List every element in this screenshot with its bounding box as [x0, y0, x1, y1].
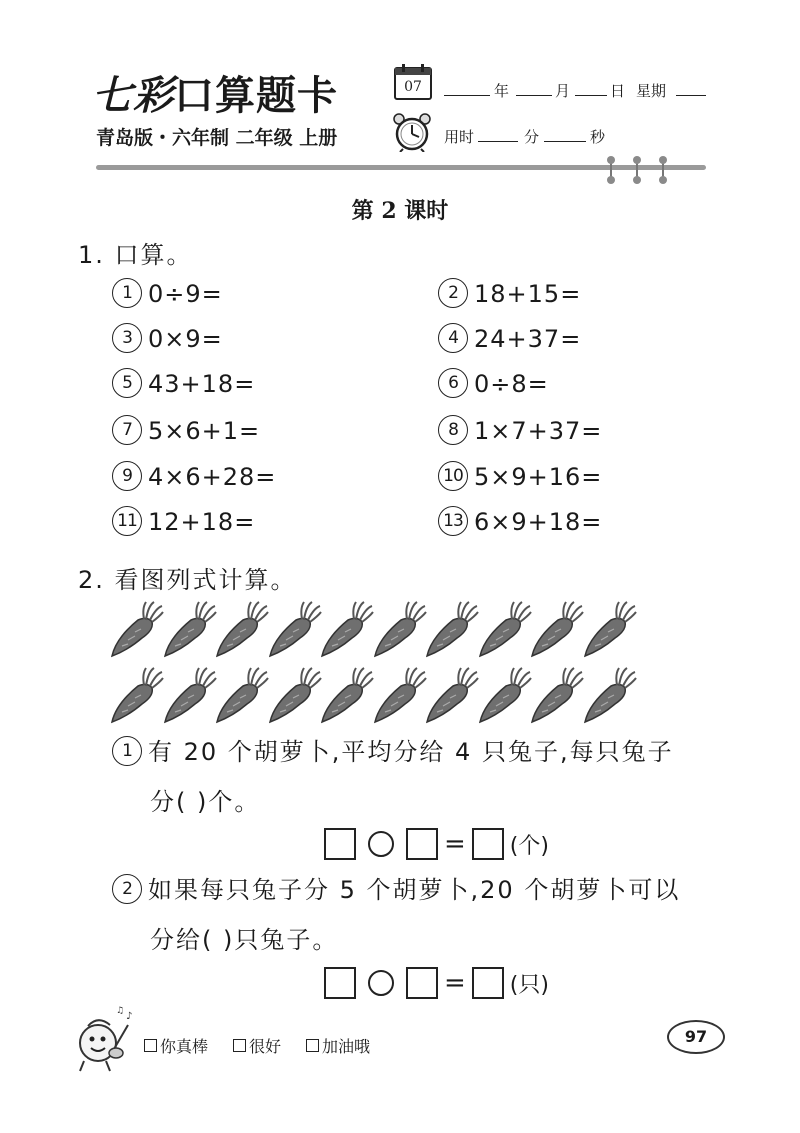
carrot-icon [318, 598, 374, 662]
problem-number: 7 [112, 415, 142, 445]
problem-expression: 12+18= [148, 508, 256, 536]
month-label: 月 [555, 82, 571, 100]
checkbox[interactable] [144, 1039, 157, 1052]
problem-expression: 24+37= [474, 325, 582, 353]
binder-ring [662, 158, 668, 180]
problem-number: 11 [112, 506, 142, 536]
answer-box[interactable] [472, 967, 504, 999]
alarm-clock-icon [393, 112, 431, 152]
question-2-1 [112, 727, 674, 827]
section2-heading: 2. 看图列式计算。 [78, 566, 297, 594]
page-number: 97 [667, 1020, 725, 1054]
problem-number: 5 [112, 368, 142, 398]
date-line [444, 80, 714, 104]
carrot-row-1 [108, 598, 648, 662]
mascot-character-icon [70, 1005, 138, 1073]
problem-2 [438, 280, 581, 310]
binder-ring [636, 158, 642, 180]
equals-sign: = [444, 968, 466, 998]
minutes-blank[interactable] [478, 126, 518, 142]
question-line [112, 865, 680, 915]
rating-label: 很好 [249, 1037, 282, 1056]
carrot-icon [423, 598, 479, 662]
year-blank[interactable] [444, 80, 490, 96]
carrot-row-2 [108, 664, 648, 728]
problem-expression: 0÷9= [148, 280, 223, 308]
problem-8 [438, 417, 602, 447]
rating-label: 加油哦 [322, 1037, 371, 1056]
problem-expression: 5×6+1= [148, 417, 261, 445]
carrot-icon [581, 598, 637, 662]
calendar-icon [393, 63, 433, 101]
time-used-line [444, 126, 644, 150]
seconds-label: 秒 [590, 128, 606, 146]
year-label: 年 [494, 82, 510, 100]
carrot-icon [476, 598, 532, 662]
brand-title [92, 64, 338, 121]
month-blank[interactable] [516, 80, 552, 96]
problem-number: 2 [438, 278, 468, 308]
question-number: 1 [112, 736, 142, 766]
problem-13 [438, 508, 602, 538]
problem-number: 1 [112, 278, 142, 308]
problem-expression: 6×9+18= [474, 508, 603, 536]
problem-number: 10 [438, 461, 468, 491]
problem-number: 6 [438, 368, 468, 398]
problem-expression: 0÷8= [474, 370, 549, 398]
unit-label: (只) [509, 972, 549, 998]
rating-keep-going[interactable] [306, 1034, 370, 1057]
day-label: 日 [610, 82, 626, 100]
time-used-label: 用时 [444, 128, 475, 146]
problem-number: 4 [438, 323, 468, 353]
problem-9 [112, 463, 276, 493]
carrot-icon [266, 598, 322, 662]
problem-number: 13 [438, 506, 468, 536]
weekday-label: 星期 [636, 82, 667, 100]
carrot-icon [371, 598, 427, 662]
problem-expression: 0×9= [148, 325, 223, 353]
answer-box[interactable] [406, 967, 438, 999]
question-2-2 [112, 865, 680, 965]
carrot-icon [528, 598, 584, 662]
carrot-icon [161, 598, 217, 662]
problem-11 [112, 508, 255, 538]
rating-excellent[interactable] [144, 1034, 208, 1057]
carrot-icon [266, 664, 322, 728]
question-line-2: 分给( )只兔子。 [150, 926, 339, 954]
equation-2-1 [320, 828, 549, 860]
problem-10 [438, 463, 602, 493]
carrot-icon [108, 598, 164, 662]
problem-5 [112, 370, 255, 400]
operator-circle[interactable] [368, 970, 394, 996]
unit-label: (个) [509, 833, 549, 859]
answer-box[interactable] [324, 967, 356, 999]
brand-part2: 口算题卡 [174, 72, 338, 119]
answer-box[interactable] [406, 828, 438, 860]
carrot-icon [213, 598, 269, 662]
carrot-icon [528, 664, 584, 728]
carrot-icon [371, 664, 427, 728]
carrot-icon [161, 664, 217, 728]
svg-text:♫: ♫ [116, 1006, 125, 1016]
carrot-icon [108, 664, 164, 728]
calendar-day: 07 [404, 79, 422, 95]
carrot-icon [581, 664, 637, 728]
problem-expression: 1×7+37= [474, 417, 603, 445]
carrot-icon [213, 664, 269, 728]
question-text: 有 20 个胡萝卜,平均分给 4 只兔子,每只兔子 [148, 738, 674, 766]
problem-expression: 43+18= [148, 370, 256, 398]
equation-2-2 [320, 967, 549, 999]
problem-expression: 4×6+28= [148, 463, 277, 491]
problem-4 [438, 325, 581, 355]
weekday-blank[interactable] [676, 80, 706, 96]
problem-6 [438, 370, 549, 400]
answer-box[interactable] [472, 828, 504, 860]
rating-label: 你真棒 [160, 1037, 209, 1056]
question-text: 如果每只兔子分 5 个胡萝卜,20 个胡萝卜可以 [148, 876, 681, 904]
problem-expression: 5×9+16= [474, 463, 603, 491]
carrot-icon [318, 664, 374, 728]
problem-number: 9 [112, 461, 142, 491]
section1-heading: 1. 口算。 [78, 241, 193, 269]
checkbox[interactable] [306, 1039, 319, 1052]
problem-3 [112, 325, 223, 355]
seconds-blank[interactable] [544, 126, 586, 142]
binder-ring [610, 158, 616, 180]
problem-expression: 18+15= [474, 280, 582, 308]
problem-1 [112, 280, 223, 310]
carrot-icon [423, 664, 479, 728]
equals-sign: = [444, 829, 466, 859]
question-line [112, 727, 674, 777]
problem-7 [112, 417, 260, 447]
answer-box[interactable] [324, 828, 356, 860]
operator-circle[interactable] [368, 831, 394, 857]
minutes-label: 分 [524, 128, 540, 146]
book-subtitle: 青岛版・六年制 二年级 上册 [96, 127, 338, 149]
rating-good[interactable] [233, 1034, 281, 1057]
day-blank[interactable] [575, 80, 607, 96]
checkbox[interactable] [233, 1039, 246, 1052]
carrot-icon [476, 664, 532, 728]
brand-part1: 七彩 [92, 72, 174, 119]
question-number: 2 [112, 874, 142, 904]
question-line-2: 分( )个。 [150, 788, 261, 816]
problem-number: 3 [112, 323, 142, 353]
problem-number: 8 [438, 415, 468, 445]
svg-text:♪: ♪ [126, 1011, 133, 1022]
lesson-title: 第 2 课时 [351, 198, 449, 224]
